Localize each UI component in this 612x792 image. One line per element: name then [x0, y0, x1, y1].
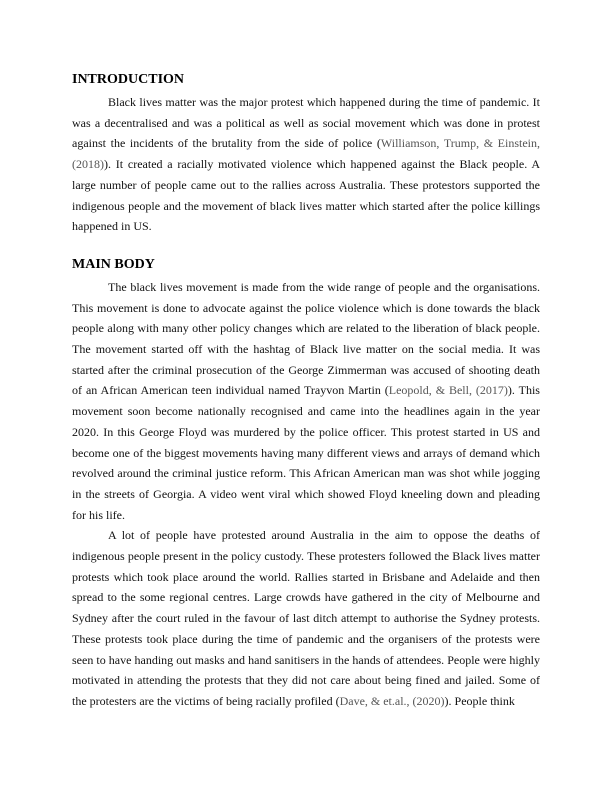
introduction-citation: Williamson, Trump, & Einstein, (2018)	[72, 136, 541, 172]
introduction-paragraph	[72, 92, 540, 237]
main-body-paragraph-1	[72, 277, 540, 525]
main-body-p1-text-2: ). This movement soon become nationally recognised and came into the headlines again in the year 2020. In this George Floyd was murdered by the police officer. This protest started in US and become one of the biggest movements having many different views and arrays of demand which revolved around the criminal justice reform. This African American man was shot while jogging in the streets of Georgia. A video went viral which showed Floyd kneeling down and pleading for his life.	[72, 383, 540, 522]
introduction-heading: INTRODUCTION	[72, 72, 185, 87]
main-body-p1-citation: Leopold, & Bell, (2017)	[388, 383, 508, 398]
introduction-text-2: ). It created a racially motivated violence which happened against the Black people. A large number of people came out to the rallies across Australia. These protestors supported the indigenous people and the movement of black lives matter which started after the police killings happened in US.	[72, 157, 540, 234]
main-body-p1-text-1: The black lives movement is made from the wide range of people and the organisations. This movement is done to advocate against the police violence which is done towards the black people along with many other policy changes which are related to the liberation of black people. The movement started off with the hashtag of Black live matter on the social media. It was started after the criminal prosecution of the George Zimmerman was accused of shooting death of an African American teen individual named Trayvon Martin (	[72, 279, 540, 398]
main-body-p2-citation: Dave, & et.al., (2020)	[339, 693, 445, 708]
main-body-p2-text-2: ). People think	[444, 693, 515, 708]
main-body-paragraph-2	[72, 525, 540, 711]
page-content	[72, 72, 540, 712]
main-body-heading: MAIN BODY	[72, 256, 155, 272]
main-body-p2-text-1: A lot of people have protested around Australia in the aim to oppose the deaths of indigenous people present in the policy custody. These protesters followed the Black lives matter protests which took place around the world. Rallies started in Brisbane and Adelaide and then spread to the some regional centres. Large crowds have gathered in the city of Melbourne and Sydney after the court ruled in the favour of last ditch attempt to authorise the Sydney protests. These protests took place during the time of pandemic and the organisers of the protests were seen to have handing out masks and hand sanitisers in the hands of attendees. People were highly motivated in attending the protests that they did not care about being fined and jailed. Some of the protesters are the victims of being racially profiled (	[72, 528, 540, 708]
introduction-text-1: Black lives matter was the major protest which happened during the time of pandemic. It was a decentralised and was a political as well as social movement which was done in protest against the incidents of the brutality from the side of police (	[72, 95, 540, 151]
